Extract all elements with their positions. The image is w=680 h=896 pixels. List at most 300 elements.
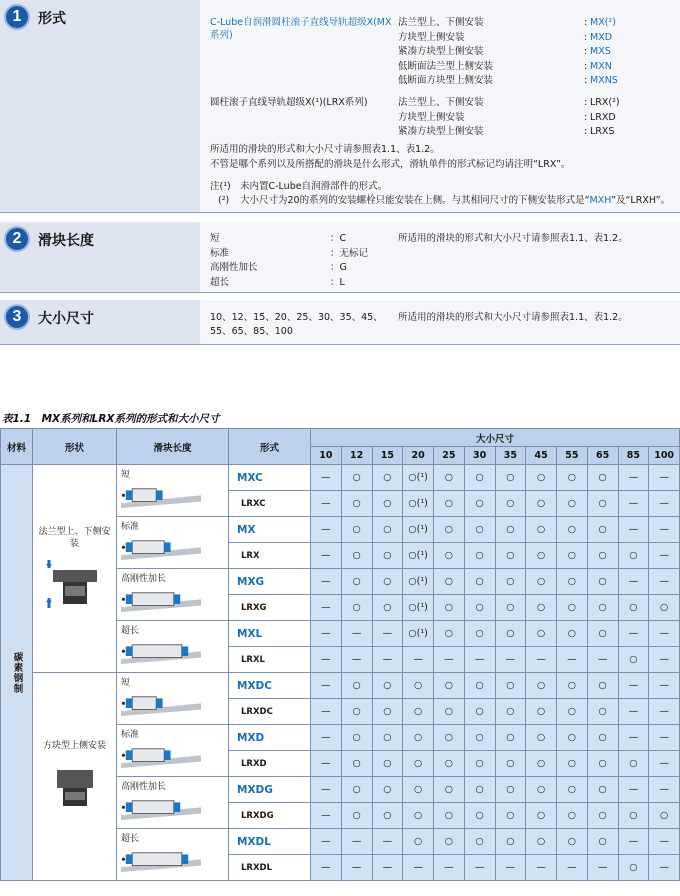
slide-length-label: 短 [121, 678, 131, 688]
size-availability-cell: ○ [495, 725, 526, 751]
size-availability-cell: — [649, 751, 680, 777]
shape-cell [33, 465, 117, 673]
table-row [1, 465, 680, 491]
size-availability-cell: ○ [557, 725, 588, 751]
size-availability-cell: ○ [587, 621, 618, 647]
size-availability-cell: ○ [464, 777, 495, 803]
size-availability-cell: ○ [495, 517, 526, 543]
colon: : [584, 60, 588, 72]
slide-length-label: 短 [121, 470, 131, 480]
size-availability-cell: — [341, 621, 372, 647]
size-availability-cell: ○ [434, 777, 465, 803]
size-availability-cell: — [649, 725, 680, 751]
size-availability-cell: ○ [495, 777, 526, 803]
size-availability-cell: ○ [372, 465, 403, 491]
length-note: 所适用的滑块的形式和大小尺寸请参照表1.1、表1.2。 [398, 233, 628, 244]
size-availability-cell: ○ [526, 569, 557, 595]
size-availability-cell: ○ [587, 829, 618, 855]
size-availability-cell: — [311, 595, 342, 621]
size-availability-cell: ○ [341, 777, 372, 803]
slide-length-label: 高刚性加长 [121, 574, 167, 584]
colon: : [584, 111, 588, 123]
header-material: 材料 [1, 429, 33, 465]
size-availability-cell: — [403, 855, 434, 881]
section-title: 滑块长度 [38, 233, 94, 249]
size-availability-cell: — [311, 491, 342, 517]
size-availability-cell: ○ [403, 699, 434, 725]
size-availability-cell: ○ [434, 569, 465, 595]
form-code-cell: LRXL [229, 647, 311, 673]
size-availability-cell: — [618, 621, 649, 647]
section-header-bg [0, 300, 200, 344]
size-availability-cell: ○ [557, 803, 588, 829]
header-length: 滑块长度 [117, 429, 229, 465]
table-row [1, 673, 680, 699]
section-number-badge: 1 [4, 4, 30, 30]
size-availability-cell: ○(¹) [403, 491, 434, 517]
size-availability-cell: — [526, 647, 557, 673]
size-availability-cell: ○ [587, 517, 618, 543]
size-availability-cell: ○ [557, 777, 588, 803]
size-availability-cell: ○ [557, 673, 588, 699]
size-availability-cell: — [649, 491, 680, 517]
size-availability-cell: ○ [372, 699, 403, 725]
size-availability-cell: — [372, 647, 403, 673]
size-availability-cell: ○ [557, 751, 588, 777]
size-availability-cell: — [495, 855, 526, 881]
size-availability-cell: ○ [464, 803, 495, 829]
length-item-code: ：无标记 [330, 247, 369, 259]
header-shape: 形状 [33, 429, 117, 465]
divider [0, 292, 680, 293]
mx-item-desc: 法兰型上、下侧安装 [398, 17, 484, 28]
size-availability-cell: ○ [587, 777, 618, 803]
size-availability-cell: ○ [372, 491, 403, 517]
size-header: 100 [649, 447, 680, 465]
slide-length-label: 超长 [121, 834, 140, 844]
size-availability-cell: ○ [434, 803, 465, 829]
section-header-bg [0, 0, 200, 212]
slide-length-cell [117, 829, 229, 881]
size-availability-cell: — [311, 725, 342, 751]
size-availability-cell: ○(¹) [403, 543, 434, 569]
slide-illustration [121, 639, 201, 665]
size-availability-cell: — [649, 465, 680, 491]
size-availability-cell: — [587, 855, 618, 881]
size-availability-cell: — [649, 647, 680, 673]
size-availability-cell: — [495, 647, 526, 673]
size-availability-cell: ○ [341, 595, 372, 621]
size-availability-cell: ○ [587, 699, 618, 725]
size-availability-cell: — [526, 855, 557, 881]
divider [0, 212, 680, 213]
size-availability-cell: — [618, 829, 649, 855]
size-availability-cell: ○ [464, 517, 495, 543]
size-availability-cell: ○ [526, 595, 557, 621]
size-availability-cell: ○ [526, 465, 557, 491]
size-availability-cell: — [464, 647, 495, 673]
size-availability-cell: — [649, 855, 680, 881]
size-availability-cell: — [618, 699, 649, 725]
size-availability-cell: ○ [434, 465, 465, 491]
size-availability-cell: ○ [618, 751, 649, 777]
size-availability-cell: ○ [341, 517, 372, 543]
slide-length-cell [117, 673, 229, 725]
form-note-1: 所适用的滑块的形式和大小尺寸请参照表1.1、表1.2。 [210, 144, 440, 155]
shape-cell [33, 673, 117, 881]
size-availability-cell: ○ [372, 543, 403, 569]
slide-length-cell [117, 725, 229, 777]
size-availability-cell: ○ [341, 569, 372, 595]
size-availability-cell: — [618, 725, 649, 751]
size-availability-cell: — [649, 543, 680, 569]
colon: : [584, 31, 588, 43]
footnote-2-label: (²) [218, 195, 230, 206]
slide-length-label: 标准 [121, 730, 140, 740]
size-availability-cell: ○ [372, 569, 403, 595]
size-list-line1: 10、12、15、20、25、30、35、45、 [210, 312, 383, 323]
table-caption: 表1.1 MX系列和LRX系列的形式和大小尺寸 [2, 413, 220, 425]
shape-label: 法兰型上、下侧安装 [38, 526, 111, 549]
size-availability-cell: — [649, 673, 680, 699]
size-availability-cell: ○ [434, 543, 465, 569]
size-availability-cell: ○ [434, 673, 465, 699]
mx-item-code: MXD [590, 31, 613, 43]
size-header: 85 [618, 447, 649, 465]
slide-illustration [121, 535, 201, 561]
size-availability-cell: ○ [464, 725, 495, 751]
size-availability-cell: ○(¹) [403, 621, 434, 647]
mx-item-code: MXNS [590, 75, 618, 86]
size-availability-cell: ○ [464, 465, 495, 491]
size-availability-cell: ○ [587, 751, 618, 777]
slide-length-cell [117, 465, 229, 517]
lrx-item-code: LRXS [590, 126, 615, 137]
size-availability-cell: ○(¹) [403, 517, 434, 543]
size-note: 所适用的滑块的形式和大小尺寸请参照表1.1、表1.2。 [398, 312, 628, 323]
section-header-bg [0, 222, 200, 292]
lrx-item-code: LRX(²) [590, 97, 620, 108]
size-availability-cell: ○ [434, 725, 465, 751]
size-availability-cell: ○ [464, 621, 495, 647]
form-code-cell: LRXG [229, 595, 311, 621]
mx-item-code: MX(²) [590, 17, 616, 28]
size-availability-cell: ○ [557, 569, 588, 595]
size-availability-cell: ○ [495, 491, 526, 517]
size-availability-cell: ○ [341, 699, 372, 725]
size-availability-cell: ○ [557, 491, 588, 517]
size-availability-cell: — [372, 829, 403, 855]
colon: : [584, 46, 588, 57]
size-availability-cell: — [403, 647, 434, 673]
size-availability-cell: ○ [557, 621, 588, 647]
size-availability-cell: ○ [403, 751, 434, 777]
size-availability-cell: ○ [464, 699, 495, 725]
slide-shape-illustration [45, 556, 105, 612]
size-availability-cell: ○ [341, 465, 372, 491]
form-code-cell: LRXC [229, 491, 311, 517]
size-header: 35 [495, 447, 526, 465]
section-number-badge: 2 [4, 226, 30, 252]
size-header: 12 [341, 447, 372, 465]
slide-length-label: 高刚性加长 [121, 782, 167, 792]
size-availability-cell: — [311, 777, 342, 803]
size-availability-cell: — [311, 699, 342, 725]
size-availability-cell: ○ [464, 491, 495, 517]
slide-length-cell [117, 517, 229, 569]
size-availability-cell: — [557, 855, 588, 881]
footnote-mxh: MXH [589, 195, 612, 206]
size-availability-cell: ○(¹) [403, 569, 434, 595]
footnote-2-text-b: ”及“LRXH”。 [611, 195, 671, 206]
size-header: 25 [434, 447, 465, 465]
section-size [0, 300, 680, 344]
form-code-cell: MXG [229, 569, 311, 595]
size-availability-cell: — [311, 647, 342, 673]
size-availability-cell: ○ [464, 569, 495, 595]
size-availability-cell: ○ [464, 751, 495, 777]
size-availability-cell: ○ [587, 491, 618, 517]
form-code-cell: MXD [229, 725, 311, 751]
size-availability-cell: — [311, 543, 342, 569]
size-availability-cell: — [341, 829, 372, 855]
footnote-2-text [240, 194, 670, 207]
size-availability-cell: ○ [649, 803, 680, 829]
size-availability-cell: — [311, 569, 342, 595]
size-availability-cell: ○ [495, 673, 526, 699]
size-header: 15 [372, 447, 403, 465]
size-availability-cell: — [311, 465, 342, 491]
size-availability-cell: ○ [526, 491, 557, 517]
slide-illustration [121, 795, 201, 821]
size-availability-cell: ○ [495, 803, 526, 829]
size-availability-cell: — [618, 777, 649, 803]
size-availability-cell: ○ [526, 621, 557, 647]
header-size: 大小尺寸 [311, 429, 680, 447]
mx-series-name: C-Lube自润滑圆柱滚子直线导轨超级X(MX系列) [210, 17, 392, 41]
form-size-table [0, 428, 680, 881]
size-availability-cell: — [649, 569, 680, 595]
size-availability-cell: ○ [557, 595, 588, 621]
footnote-2-text-a: 大小尺寸为20的系列的安装螺栓只能安装在上侧。与其相同尺寸的下侧安装形式是“ [240, 195, 590, 206]
size-availability-cell: ○ [526, 803, 557, 829]
size-availability-cell: ○ [495, 465, 526, 491]
size-availability-cell: ○ [341, 751, 372, 777]
slide-illustration [121, 847, 201, 873]
lrx-series-name: 圆柱滚子直线导轨超级X(¹)(LRX系列) [210, 97, 368, 108]
mx-item-desc: 低断面法兰型上侧安装 [398, 60, 494, 72]
size-availability-cell: ○ [587, 673, 618, 699]
size-availability-cell: ○ [557, 543, 588, 569]
size-header: 30 [464, 447, 495, 465]
size-availability-cell: ○ [372, 777, 403, 803]
size-availability-cell: — [372, 855, 403, 881]
slide-illustration [121, 691, 201, 717]
size-availability-cell: ○ [341, 803, 372, 829]
form-code-cell: LRXD [229, 751, 311, 777]
colon: : [584, 126, 588, 137]
size-availability-cell: ○ [403, 725, 434, 751]
size-availability-cell: — [311, 829, 342, 855]
size-availability-cell: ○ [526, 751, 557, 777]
footnote-1-label: 注(¹) [210, 181, 231, 192]
size-availability-cell: — [311, 855, 342, 881]
header-form: 形式 [229, 429, 311, 465]
material-cell: 碳素钢制 [1, 465, 33, 881]
size-availability-cell: ○ [372, 725, 403, 751]
colon: : [584, 17, 588, 28]
size-availability-cell: ○ [372, 673, 403, 699]
size-availability-cell: ○ [434, 699, 465, 725]
size-availability-cell: — [618, 673, 649, 699]
size-availability-cell: ○ [434, 751, 465, 777]
size-availability-cell: ○(¹) [403, 465, 434, 491]
size-availability-cell: ○ [526, 673, 557, 699]
form-code-cell: LRXDC [229, 699, 311, 725]
size-availability-cell: ○ [526, 517, 557, 543]
size-availability-cell: — [434, 855, 465, 881]
size-availability-cell: ○ [372, 751, 403, 777]
size-availability-cell: — [649, 777, 680, 803]
size-availability-cell: ○ [495, 569, 526, 595]
size-availability-cell: ○ [495, 543, 526, 569]
length-item-code: ：C [330, 233, 347, 244]
length-item-code: ：L [330, 276, 345, 288]
size-availability-cell: ○ [341, 491, 372, 517]
length-item-label: 短 [210, 233, 220, 244]
size-availability-cell: ○ [341, 543, 372, 569]
section-form [0, 0, 680, 212]
slide-length-cell [117, 621, 229, 673]
size-availability-cell: — [341, 855, 372, 881]
mx-item-desc: 低断面方块型上侧安装 [398, 75, 494, 86]
size-availability-cell: — [649, 621, 680, 647]
lrx-item-code: LRXD [590, 111, 616, 123]
size-availability-cell: ○ [618, 595, 649, 621]
size-availability-cell: — [341, 647, 372, 673]
slide-length-label: 标准 [121, 522, 140, 532]
size-availability-cell: ○ [495, 751, 526, 777]
length-item-code: ：G [330, 262, 347, 273]
size-header: 45 [526, 447, 557, 465]
size-availability-cell: ○ [557, 699, 588, 725]
colon: : [584, 97, 588, 108]
slide-illustration [121, 587, 201, 613]
size-availability-cell: ○ [495, 829, 526, 855]
size-availability-cell: ○ [557, 465, 588, 491]
length-item-label: 超长 [210, 276, 230, 288]
size-availability-cell: ○ [403, 673, 434, 699]
size-availability-cell: — [434, 647, 465, 673]
size-availability-cell: ○ [495, 699, 526, 725]
size-availability-cell: ○ [495, 621, 526, 647]
size-availability-cell: ○ [587, 725, 618, 751]
size-availability-cell: ○ [618, 803, 649, 829]
size-availability-cell: ○ [526, 777, 557, 803]
size-availability-cell: ○ [403, 803, 434, 829]
size-availability-cell: ○ [464, 543, 495, 569]
mx-item-desc: 方块型上侧安装 [398, 31, 465, 43]
form-code-cell: MXDL [229, 829, 311, 855]
size-availability-cell: — [557, 647, 588, 673]
size-availability-cell: — [311, 803, 342, 829]
size-availability-cell: — [618, 517, 649, 543]
form-note-2: 不管是哪个系列以及所搭配的滑块是什么形式，滑轨单件的形式标记均请注明“LRX”。 [210, 159, 571, 170]
form-code-cell: MXC [229, 465, 311, 491]
size-availability-cell: ○ [341, 673, 372, 699]
size-availability-cell: ○ [495, 595, 526, 621]
lrx-item-desc: 方块型上侧安装 [398, 111, 465, 123]
slide-length-label: 超长 [121, 626, 140, 636]
form-code-cell: LRX [229, 543, 311, 569]
length-item-label: 高刚性加长 [210, 262, 258, 273]
slide-length-cell [117, 777, 229, 829]
size-availability-cell: ○ [649, 595, 680, 621]
form-code-cell: MXL [229, 621, 311, 647]
size-availability-cell: — [311, 621, 342, 647]
size-availability-cell: ○ [372, 803, 403, 829]
size-list-line2: 55、65、85、100 [210, 326, 293, 337]
size-availability-cell: — [372, 621, 403, 647]
size-availability-cell: ○ [526, 829, 557, 855]
colon: : [584, 75, 588, 86]
form-code-cell: MXDG [229, 777, 311, 803]
size-availability-cell: — [618, 569, 649, 595]
slide-illustration [121, 483, 201, 509]
size-availability-cell: ○ [587, 569, 618, 595]
length-item-label: 标准 [210, 247, 230, 259]
size-availability-cell: — [618, 465, 649, 491]
form-code-cell: MX [229, 517, 311, 543]
size-availability-cell: ○ [372, 517, 403, 543]
size-availability-cell: ○ [526, 543, 557, 569]
size-availability-cell: — [311, 751, 342, 777]
section-title: 形式 [38, 11, 66, 27]
size-availability-cell: ○ [341, 725, 372, 751]
size-availability-cell: ○ [403, 829, 434, 855]
size-availability-cell: — [649, 829, 680, 855]
lrx-item-desc: 紧凑方块型上侧安装 [398, 126, 484, 137]
slide-length-cell [117, 569, 229, 621]
mx-item-code: MXN [590, 60, 612, 72]
section-number-badge: 3 [4, 304, 30, 330]
mx-item-code: MXS [590, 46, 611, 57]
slide-illustration [121, 743, 201, 769]
size-availability-cell: ○ [434, 595, 465, 621]
size-availability-cell: ○ [618, 543, 649, 569]
form-code-cell: LRXDL [229, 855, 311, 881]
size-availability-cell: ○ [526, 699, 557, 725]
size-availability-cell: ○ [618, 855, 649, 881]
lrx-item-desc: 法兰型上、下侧安装 [398, 97, 484, 108]
slide-shape-illustration [45, 758, 105, 814]
mx-item-desc: 紧凑方块型上侧安装 [398, 46, 484, 57]
form-code-cell: LRXDG [229, 803, 311, 829]
size-availability-cell: ○ [464, 673, 495, 699]
size-availability-cell: ○ [587, 595, 618, 621]
shape-label: 方块型上侧安装 [42, 740, 106, 751]
size-availability-cell: — [464, 855, 495, 881]
size-availability-cell: ○ [618, 647, 649, 673]
size-availability-cell: ○(¹) [403, 595, 434, 621]
table-body [1, 465, 680, 881]
size-availability-cell: ○ [434, 829, 465, 855]
size-availability-cell: ○ [587, 803, 618, 829]
footnote-1-text: 未内置C-Lube自润滑部件的形式。 [240, 181, 388, 192]
section-title: 大小尺寸 [38, 311, 94, 327]
size-availability-cell: — [311, 673, 342, 699]
section-length [0, 222, 680, 292]
